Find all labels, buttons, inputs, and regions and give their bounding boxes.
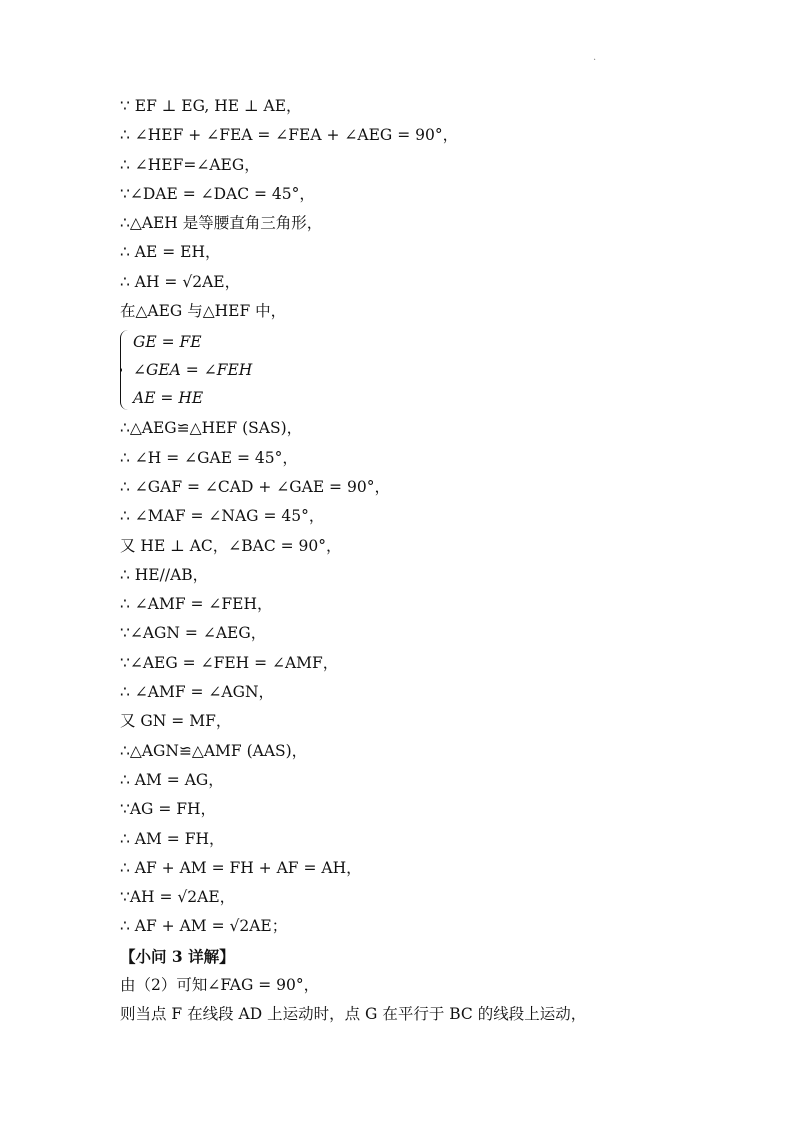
- solution-body: [120, 92, 740, 1030]
- proof-line: ∵∠AEG = ∠FEH = ∠AMF，: [120, 653, 339, 672]
- equation-system: [120, 326, 740, 414]
- system-condition: GE = FE: [133, 333, 202, 352]
- proof-line: ∵AH = √2AE，: [120, 888, 236, 907]
- proof-line: 在△AEG 与△HEF 中，: [120, 302, 287, 321]
- corner-mark: .: [593, 52, 597, 63]
- proof-line: 又 HE ⊥ AC，∠BAC = 90°，: [120, 536, 342, 555]
- system-condition: ∠GEA = ∠FEH: [133, 361, 253, 380]
- proof-line: ∴△AEG≌△HEF (SAS)，: [120, 419, 303, 438]
- proof-line: ∵∠AGN = ∠AEG，: [120, 624, 267, 643]
- proof-line: ∴ ∠HEF=∠AEG，: [120, 155, 260, 174]
- proof-line: ∵∠DAE = ∠DAC = 45°，: [120, 184, 315, 203]
- proof-line: ∴ ∠AMF = ∠FEH，: [120, 595, 273, 614]
- proof-line: 又 GN = MF，: [120, 712, 232, 731]
- proof-line: ∴ AF + AM = √2AE；: [120, 917, 288, 936]
- proof-line: 则当点 F 在线段 AD 上运动时，点 G 在平行于 BC 的线段上运动，: [120, 1005, 587, 1024]
- proof-line: ∴ AM = FH，: [120, 829, 225, 848]
- left-brace: [120, 330, 129, 410]
- proof-line: ∴ HE//AB，: [120, 565, 209, 584]
- section-heading: 【小问 3 详解】: [120, 946, 235, 966]
- proof-line: ∴ ∠GAF = ∠CAD + ∠GAE = 90°，: [120, 477, 390, 496]
- proof-line: ∴△AEH 是等腰直角三角形，: [120, 214, 323, 233]
- system-condition: AE = HE: [133, 389, 204, 408]
- proof-line: ∴ AH = √2AE，: [120, 272, 241, 291]
- proof-line: ∵ EF ⊥ EG, HE ⊥ AE，: [120, 97, 302, 115]
- proof-line: ∴△AGN≌△AMF (AAS)，: [120, 741, 308, 760]
- proof-line: ∵AG = FH，: [120, 800, 217, 819]
- proof-line: ∴ AF + AM = FH + AF = AH，: [120, 858, 362, 877]
- proof-line: ∴ ∠H = ∠GAE = 45°，: [120, 448, 298, 467]
- proof-line: ∴ ∠AMF = ∠AGN，: [120, 683, 275, 702]
- proof-line: ∴ AE = EH，: [120, 243, 221, 262]
- proof-line: ∴ ∠MAF = ∠NAG = 45°，: [120, 507, 325, 526]
- proof-line: ∴ AM = AG，: [120, 770, 224, 789]
- proof-line: 由（2）可知∠FAG = 90°，: [120, 976, 320, 995]
- proof-line: ∴ ∠HEF + ∠FEA = ∠FEA + ∠AEG = 90°，: [120, 126, 459, 145]
